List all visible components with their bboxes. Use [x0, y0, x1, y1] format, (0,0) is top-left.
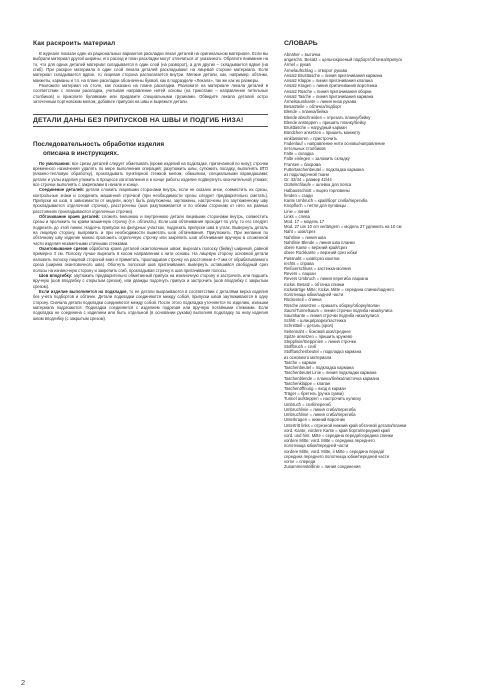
paragraph: В журнале показан один из рациональных вариантов раскладки лекал деталей на оригинальном материале. Если вы выбрали материал другой ширины, его расход и план раскладки могут отличаться от указанного. Обратите внимание на то, что для одних деталей материал складывается в один слой (на разворот), а для других – складывается вдвое (на сгиб). При раскрое материала в один слой лекала деталей раскладывают на лицевой стороне материала. Если материал складывается вдвое, то лицевая сторона располагается внутри. Мелкие детали, как, например, обтачки, манжеты, карманы и т.п. на плане раскладки обозначены буквой, как в подразделе «Лекала», так же как их размеры. — [33, 51, 268, 83]
dictionary-entry: vordere Mitte; vord. Mitte = середина переднего — [284, 438, 375, 444]
dictionary-entry: Falte = складка — [284, 151, 314, 157]
dictionary-entry: obere Kante = верхний край/срез — [284, 245, 348, 251]
dictionary-entry: Rückenteil = спинка — [284, 297, 322, 303]
dictionary-entry: Taschenklappe = клапан — [284, 380, 331, 386]
dictionary-entry: петельных столбиков — [284, 145, 326, 151]
dictionary-entry: Gürtelschlaufe = шлевка для пояса — [284, 182, 352, 188]
dictionary-entry: Unterkragen = нижний воротник — [284, 417, 345, 423]
dictionary-entry: Naht = шов/срез — [284, 229, 316, 235]
warning-banner-text: ДЕТАЛИ ДАНЫ БЕЗ ПРИПУСКОВ НА ШВЫ И ПОДГИБ НИЗА! — [33, 117, 244, 125]
section-title-sequence-line2: описана в инструкциях. — [43, 150, 119, 158]
dictionary-entry: Ansatz Kragen = линия притачивания воротника — [284, 83, 378, 89]
dictionary-entry: Ärmelsaumkante = линия низа рукава — [284, 98, 357, 104]
dictionary-entry: Ansatz Rüsche = линия притачивания оборки — [284, 88, 372, 94]
dictionary-entry: Ärmel = рукав — [284, 62, 311, 68]
dictionary-entry: rückwärtige Mitte; rückw. Mitte = середина спинки/заднего — [284, 286, 394, 292]
dictionary-entry: Links = слева — [284, 213, 310, 219]
dictionary-entry: Besatzteile = обтачка/подборт — [284, 104, 342, 110]
dictionary-entry: Umbruchlinie = линия сгиба/перегиба — [284, 406, 356, 412]
dictionary-list — [284, 52, 474, 470]
instructions-column — [33, 40, 268, 321]
dictionary-entry: Ärmelaufschlag = отворот рукава — [284, 67, 348, 73]
dictionary-entry: Schnittteil = деталь (кроя) — [284, 323, 334, 329]
dictionary-entry: Ansatz Brusttasche = линия притачивания кармана — [284, 72, 383, 78]
dictionary-entry: Nahtlinie = линия шва — [284, 234, 326, 240]
instruction-step: По умолчанию: все срезы деталей следует обметывать (кроме изделий на подкладке, притачанной по низу); строчки временного назначения удалять по мере выполнения операций; разутюжить швы, сутюжить посадку, выполнять ВТО (влажно-тепловую обработку), прокладывать пунктирной стежкой мелом, обмылком, специальными карандашами; детали и узлы изделия утюжить в процессе изготовления и в конце работы изделие подвергнуть окончательной утюжке; все строчки выполнять с закрепками в начале и конце. — [33, 160, 268, 187]
section-title-sequence-line1: Последовательность обработки изделия — [33, 141, 165, 149]
dictionary-entry: Saumkante = линия строчки подгиба низа/кулиса — [284, 312, 379, 318]
dictionary-entry: Fadenlauf = направление нити основы/направление — [284, 140, 385, 146]
dictionary-entry: Umbruch = сгиб/перегиб — [284, 401, 331, 407]
instruction-step: Шов вподгибку: заутюжить предварительно обметанный припуск на изнаночную сторону и застрочить или подшить вручную (шов вподгибку с открытым срезом), или дважды подогнуть припуск и застрочить (шов вподгибку с закрытым срезом). — [33, 272, 269, 289]
dictionary-entry: Revers = лацкан — [284, 271, 316, 277]
dictionary-entry: vordere Mitte, vord. Mitte, ii Mitte = середина переда/ — [284, 448, 385, 454]
dictionary-entry: полотнища юбки/передней части — [284, 443, 349, 449]
dictionary-entry: Tasche = карман — [284, 359, 317, 365]
dictionary-entry: Stoffbruch = сгиб — [284, 344, 317, 350]
warning-banner — [33, 114, 268, 127]
dictionary-entry: Taschenblende = планка/бейка/листочка кармана — [284, 375, 380, 381]
dictionary-entry: Abnäher = вытачка — [284, 52, 321, 57]
dictionary-entry: Mod. 27 um 10 cm verlängern = модель 27 удлинить на 10 см — [284, 224, 402, 230]
dictionary-entry: Gr. 42/44 = размер 42/44 — [284, 177, 332, 183]
dictionary-entry: Spitze ansetzen = пришить кружево — [284, 333, 353, 339]
dictionary-entry: Revers Umbruch = линия перегиба лацкана — [284, 276, 369, 282]
dictionary-entry: Linie = линия — [284, 208, 310, 214]
dictionary-entry: Stepplinie/Steppinien = линия строчки — [284, 339, 356, 345]
dictionary-entry: Fransen = бахрома — [284, 161, 321, 167]
instruction-step: Соединение деталей: детали сложить лицевыми сторонами внутрь, если не сказано иное, совместить их срезы, контрольные знаки и соединить машинной строчкой (при необходимости срезы следует предварительно сметать). Припуски на шов, в зависимости от модели, могут быть разутюжены, заутюжены, настрочены (по заутюженному шву прокладывается отделочная строчка), расстрочены (шов разутюживается и по обеим сторонам от него на равных расстояниях прокладываются отделочные строчки). — [33, 187, 268, 214]
dictionary-entry: Passnaht = шов/срез кокетки — [284, 255, 340, 261]
dictionary-entry: Blende abschneiden = отрезать планку/бейку — [284, 114, 371, 120]
dictionary-entry: из подкладочной ткани — [284, 172, 329, 178]
dictionary-entry: Brusttasche = нагрудный карман — [284, 125, 347, 131]
dictionary-entry: obere Rockkante = верхний срез юбки — [284, 250, 357, 256]
dictionary-entry: Halbausschnitt = вырез горловины — [284, 187, 350, 193]
dictionary-entry: Mod. 17 = модель 17 — [284, 219, 325, 224]
dictionary-entry: Seitennaht = боковой шов/среднее — [284, 328, 351, 334]
dictionary-entry: Taschenbeutel = подкладка кармана — [284, 365, 354, 371]
section-title-cutting: Как раскроить материал — [33, 40, 116, 47]
dictionary-entry: vord. Kante, vordere Kante = край борта/передний край — [284, 427, 390, 433]
dictionary-entry: Zusammensteillinie = линия соединения — [284, 464, 361, 470]
dictionary-title: СЛОВАРЬ — [284, 40, 318, 47]
instruction-step: Окантовывание срезов обработка краев деталей окантовочным швом: вырезать полоску (бейку) шириной, равной примерно 3 см. Полоску лучше вырезать в косом направлении к нити основы. На лицевую сторону основной детали наложить полоску лицевой стороной вниз и приметать, прокладывая строчку на расстоянии 4–7 мм от обрабатываемого среза (ширина окантовочного шва). Обогнуть полоской шов притачивания, вывернуть оставшийся свободный срез полосы на изнаночную сторону и закрепить сгиб, прокладывая строчку в шов притачивания полосы. — [33, 246, 268, 273]
dictionary-entry: fenden = сзади — [284, 192, 313, 198]
dictionary-entry: Tunnel aufsteppen = настрочить кулиску — [284, 396, 362, 402]
dictionary-entry: rückw. Besatz = обтачка спинки — [284, 281, 345, 287]
dictionary-entry: Saum/Tunnelsaum = линия строчки подгиба низа/кулиса — [284, 307, 393, 313]
instruction-step: Обтачивание краев деталей: сложить внешнюю и внутреннюю детали лицевыми сторонами внутрь, совместить срезы и проложить по краям машинную строчку (т.е. обтачать). Если шов обтачивания проходит по углу, то его следует подрезать до этой линии. Надсечь припуски на фигурных участках, подрезать припуски шва в углах. Вывернуть деталь на лицевую сторону, выправить и при необходимости выметать шов обтачивания. Приутюжить. При желании по обтачному шву изделие можно проложить отделочную строчку или закрепить шов обтачивания вручную в сложенной части изделия незаметными стачными стежками. — [33, 214, 268, 246]
dictionary-entry: Stofftaschenbeutel = подкладка кармана — [284, 349, 362, 355]
instruction-step: Если изделие выполняется на подкладке, то ее детали выкраиваются в соответствии с деталями верха изделия без учета подбортов и обтачек. Детали подкладки соединяются между собой, припуски швов заутюживаются в одну сторону. Сначала детали подкладки соединяются между собой. После этого подкладка уточняется по изделию, излишки материала подрезаются. Подкладка соединяется с изделием подрезая или вручную потайными стежками. Если подкладка не соединена с изделием или быть отдельной (в основании рукава) выполняя подкладку по низу изделия швом вподгибку (с закрытым срезом). — [33, 288, 268, 321]
dictionary-entry: vord. und hint. Mitte = середина переда/середина спинки — [284, 432, 393, 438]
dictionary-column — [284, 40, 474, 470]
page-number: 2 — [21, 678, 26, 687]
dictionary-entry: vorne = спереди — [284, 459, 316, 465]
dictionary-entry: Ansatz Tasche = линия притачивания кармана — [284, 93, 374, 99]
dictionary-entry: Nahtlinie Blende = линия шва планки — [284, 239, 355, 245]
dictionary-entry: Taschenbeutel Linie = линия подкладки кармана — [284, 370, 377, 376]
dictionary-entry: Träger = бретель (ручка сумки) — [284, 391, 344, 397]
dictionary-entry: rechts = справа — [284, 260, 314, 266]
dictionary-entry: Blende ansteppen = пришить планку/бейку — [284, 119, 366, 125]
dictionary-entry: Bündchen ansetzen = пришить манжету — [284, 130, 361, 136]
dictionary-entry: Futtertaschenbeutel = подкладка кармана — [284, 166, 364, 172]
dictionary-entry: середина переднего полотнища юбки/передней части — [284, 453, 389, 459]
dictionary-entry: Falte einlegen = заложить складку — [284, 156, 350, 162]
dictionary-entry: Blende = планка/бейка — [284, 109, 328, 115]
dictionary-entry: из основного материала — [284, 354, 332, 360]
dictionary-entry: Knopfloch = петля для пуговицы — [284, 203, 346, 209]
dictionary-entry: Reißverschluss = застежка-молния — [284, 265, 351, 271]
dictionary-entry: Schlitt = шлица/разрез/застежка — [284, 318, 346, 324]
dictionary-entry: полотнища юбки/задней части — [284, 292, 344, 298]
dictionary-entry: Rüsche ansetzen = пришить оборку/оборку/волан — [284, 302, 380, 308]
dictionary-entry: einklassieren = пристрочить — [284, 135, 338, 141]
dictionary-entry: Untertritt links = отрезной нижний край обтачной детали/планки — [284, 422, 407, 428]
dictionary-entry: angeschn. Besatz = цельнокроеный подборт/обтачка/припуск — [284, 57, 403, 63]
dictionary-entry: Taschenöffnung = вход в карман — [284, 386, 346, 391]
dictionary-entry: Umbruchlinie = линия сгиба/перегиба — [284, 412, 356, 418]
dictionary-entry: Ansatz Klappe = линия притачивания клапана — [284, 78, 373, 84]
dictionary-entry: Kante Umbruch = край/борт сгиба/перегиба — [284, 198, 368, 204]
paragraph: Разложите материал на столе, как показано на плане раскладки. Разложите на материале лекала деталей в соответствии с планом раскладки, учитывая направление нитей основы (на трикотаже – направление петельных столбиков) и приколите булавками или придавите специальными грузиками. Обведите лекала деталей остро заточенным портновским мелом, добавьте припуски на швы и вырежьте детали. — [33, 83, 268, 105]
